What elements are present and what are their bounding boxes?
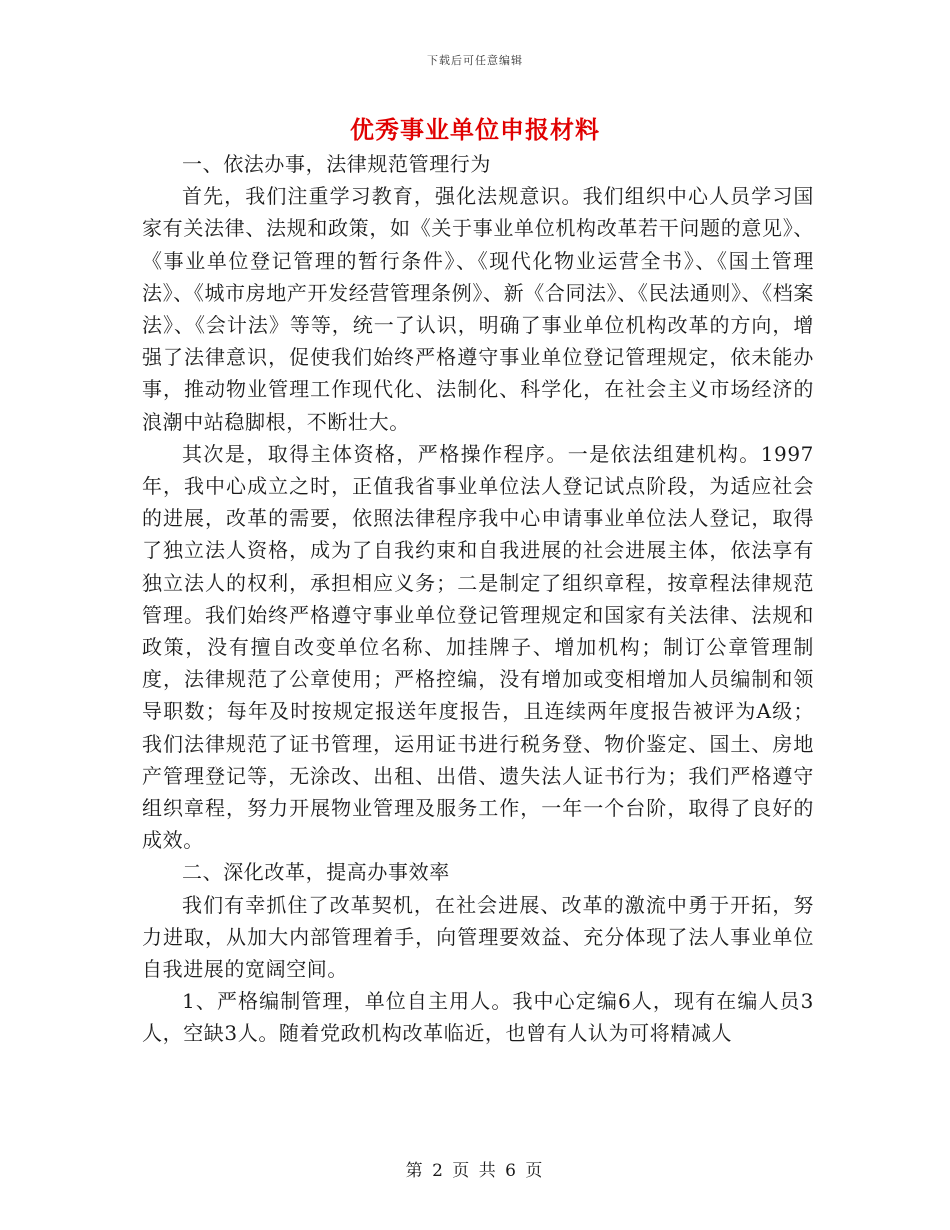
paragraph: 1、严格编制管理，单位自主用人。我中心定编6人，现有在编人员3人，空缺3人。随着党政机构改革临近，也曾有人认为可将精减人 <box>142 989 814 1046</box>
paragraph: 我们有幸抓住了改革契机，在社会进展、改革的激流中勇于开拓，努力进取，从加大内部管理着手，向管理要效益、充分体现了法人事业单位自我进展的宽阔空间。 <box>142 892 814 982</box>
header-note: 下载后可任意编辑 <box>427 54 523 67</box>
page-footer: 第 2 页 共 6 页 <box>405 1161 545 1181</box>
section-heading-2: 二、深化改革，提高办事效率 <box>182 860 450 885</box>
document-body <box>142 148 814 1050</box>
document-title: 优秀事业单位申报材料 <box>350 115 600 144</box>
paragraph: 其次是，取得主体资格，严格操作程序。一是依法组建机构。1997年，我中心成立之时，正值我省事业单位法人登记试点阶段，为适应社会的进展，改革的需要，依照法律程序我中心申请事业单位法人登记，取得了独立法人资格，成为了自我约束和自我进展的社会进展主体，依法享有独立法人的权利，承担相应义务；二是制定了组织章程，按章程法律规范管理。我们始终严格遵守事业单位登记管理规定和国家有关法律、法规和政策，没有擅自改变单位名称、加挂牌子、增加机构；制订公章管理制度，法律规范了公章使用；严格控编，没有增加或变相增加人员编制和领导职数；每年及时按规定报送年度报告，且连续两年度报告被评为A级；我们法律规范了证书管理，运用证书进行税务登、物价鉴定、国土、房地产管理登记等，无涂改、出租、出借、遗失法人证书行为；我们严格遵守组织章程，努力开展物业管理及服务工作，一年一个台阶，取得了良好的成效。 <box>142 441 814 853</box>
section-heading-1: 一、依法办事，法律规范管理行为 <box>182 152 491 176</box>
paragraph: 首先，我们注重学习教育，强化法规意识。我们组织中心人员学习国家有关法律、法规和政策，如《关于事业单位机构改革若干问题的意见》、《事业单位登记管理的暂行条件》、《现代化物业运营全书》、《国土管理法》、《城市房地产开发经营管理条例》、新《合同法》、《民法通则》、《档案法》、《会计法》等等，统一了认识，明确了事业单位机构改革的方向，增强了法律意识，促使我们始终严格遵守事业单位登记管理规定，依未能办事，推动物业管理工作现代化、法制化、科学化，在社会主义市场经济的浪潮中站稳脚根，不断壮大。 <box>142 184 814 434</box>
